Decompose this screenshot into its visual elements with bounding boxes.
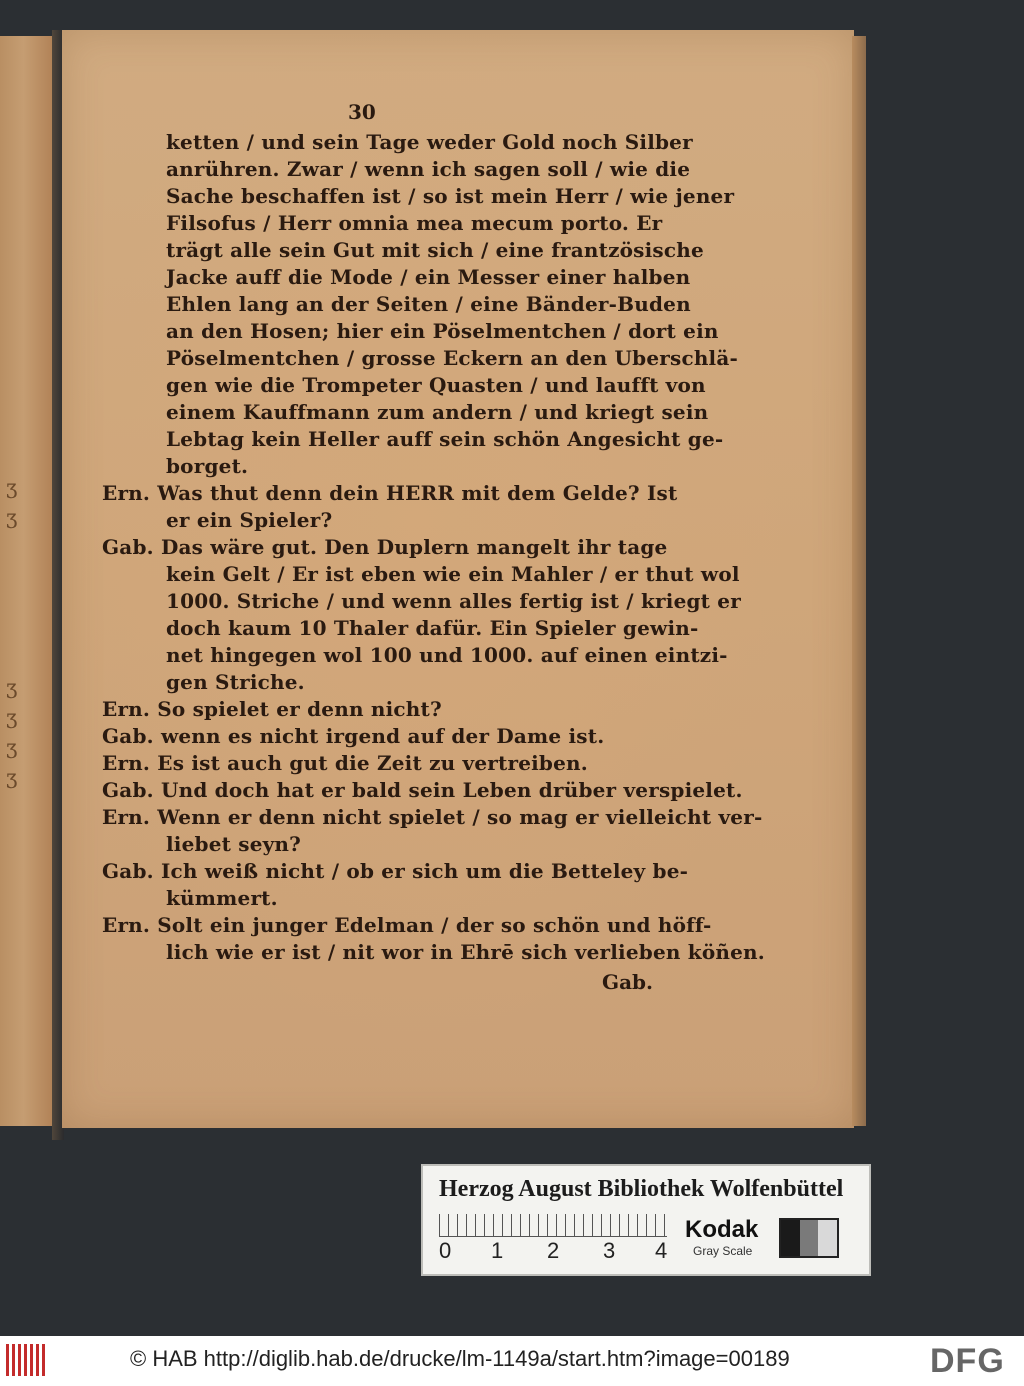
speaker-line: Ern. Wenn er denn nicht spielet / so mag er vielleicht ver- [102,805,763,829]
gray-patch-dark [781,1220,800,1256]
facing-page-marks: Ʒ Ʒ [6,479,18,533]
ruler-number: 0 [439,1238,452,1263]
speaker-line: Gab. Ich weiß nicht / ob er sich um die Betteley be- [102,859,689,883]
page-text [62,30,854,1128]
kodak-logo: Kodak [685,1216,759,1243]
hab-logo-icon [6,1344,46,1376]
ruler-number: 3 [603,1238,616,1263]
text-line: 1000. Striche / und wenn alles fertig ist / kriegt er [166,589,741,613]
dfg-logo: DFG [930,1342,1005,1380]
text-line: borget. [166,454,249,478]
gray-scale-caption: Gray Scale [693,1244,753,1258]
text-line: liebet seyn? [166,832,302,856]
page-number: 30 [348,100,376,124]
text-line: anrühren. Zwar / wenn ich sagen soll / wie die [166,157,691,181]
text-line: doch kaum 10 Thaler dafür. Ein Spieler gewin- [166,616,699,640]
gray-patches [779,1218,839,1258]
text-line: an den Hosen; hier ein Pöselmentchen / dort ein [166,319,719,343]
text-line: er ein Spieler? [166,508,333,532]
page-edge [852,36,866,1126]
facing-page-marks-lower: Ʒ Ʒ Ʒ Ʒ [6,679,18,793]
text-line: gen wie die Trompeter Quasten / und laufft von [166,373,706,397]
speaker-line: Ern. So spielet er denn nicht? [102,697,442,721]
text-line: trägt alle sein Gut mit sich / eine frantzösische [166,238,704,262]
document-page [62,30,854,1128]
text-line: kümmert. [166,886,278,910]
speaker-line: Gab. wenn es nicht irgend auf der Dame ist. [102,724,605,748]
library-name: Herzog August Bibliothek Wolfenbüttel [439,1176,844,1202]
ruler-number: 4 [655,1238,668,1263]
text-line: net hingegen wol 100 und 1000. auf einen eintzi- [166,643,728,667]
speaker-line: Gab. Und doch hat er bald sein Leben drüber verspielet. [102,778,743,802]
text-line: Jacke auff die Mode / ein Messer einer halben [166,265,691,289]
speaker-line: Ern. Solt ein junger Edelman / der so schön und höff- [102,913,712,937]
text-line: einem Kauffmann zum andern / und kriegt sein [166,400,709,424]
footer-bar [0,1336,1024,1386]
library-color-chart [421,1164,871,1276]
text-line: kein Gelt / Er ist eben wie ein Mahler / er thut wol [166,562,740,586]
gray-patch-mid [800,1220,819,1256]
catchword: Gab. [602,970,653,994]
scale-ruler [439,1214,667,1237]
text-line: Lebtag kein Heller auff sein schön Angesicht ge- [166,427,724,451]
ruler-number: 2 [547,1238,560,1263]
speaker-line: Gab. Das wäre gut. Den Duplern mangelt ihr tage [102,535,668,559]
text-line: Ehlen lang an der Seiten / eine Bänder-Buden [166,292,691,316]
facing-page-edge [0,36,52,1126]
text-line: Sache beschaffen ist / so ist mein Herr / wie jener [166,184,735,208]
text-line: Filsofus / Herr omnia mea mecum porto. Er [166,211,663,235]
text-line: ketten / und sein Tage weder Gold noch Silber [166,130,693,154]
text-line: gen Striche. [166,670,305,694]
text-line: Pöselmentchen / grosse Eckern an den Uberschlä- [166,346,739,370]
text-line: lich wie er ist / nit wor in Ehrē sich verlieben köñen. [166,940,765,964]
speaker-line: Ern. Es ist auch gut die Zeit zu vertreiben. [102,751,588,775]
gray-patch-light [818,1220,837,1256]
ruler-number: 1 [491,1238,504,1263]
speaker-line: Ern. Was thut denn dein HERR mit dem Gelde? Ist [102,481,678,505]
footer-link[interactable]: © HAB http://diglib.hab.de/drucke/lm-1149a/start.htm?image=00189 [130,1346,790,1371]
